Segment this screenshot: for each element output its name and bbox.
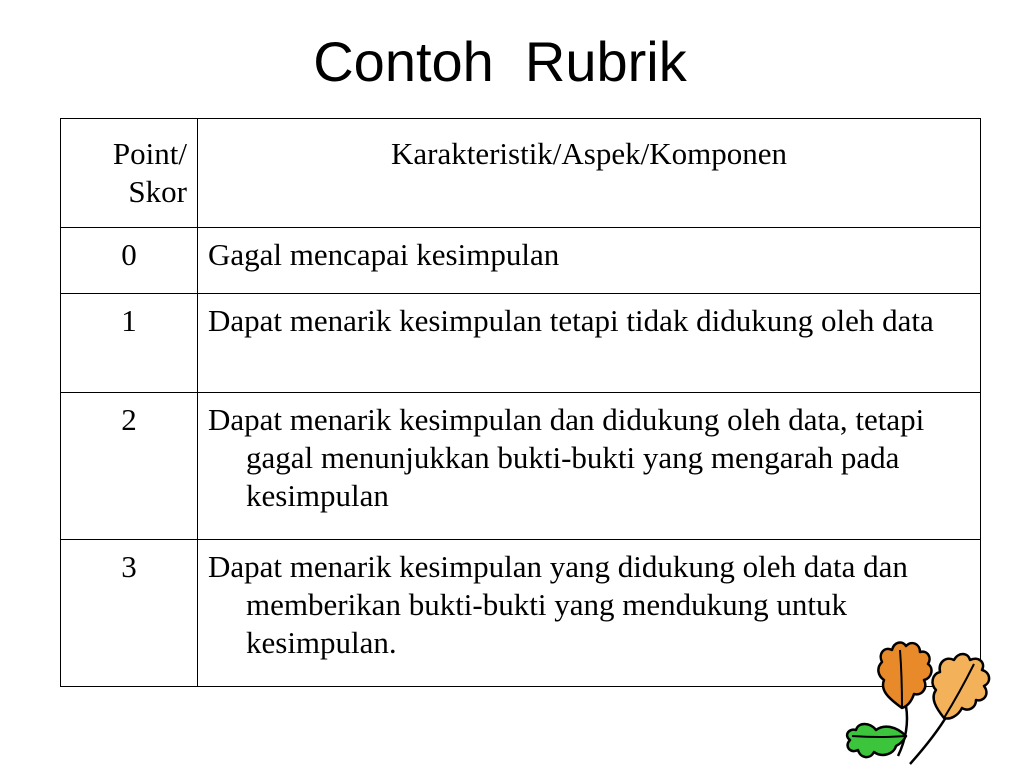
- description-text: Dapat menarik kesimpulan yang didukung oleh data dan memberikan bukti-bukti yang mendukung untuk kesimpulan.: [208, 549, 908, 660]
- header-score-cell: Point/ Skor: [61, 119, 198, 228]
- table-row: [61, 228, 981, 294]
- orange-leaf-right: [933, 654, 990, 719]
- score-cell: 1: [61, 294, 198, 393]
- score-cell: 2: [61, 393, 198, 540]
- table-header-row: [61, 119, 981, 228]
- slide-title: Contoh Rubrik: [313, 30, 687, 93]
- description-cell: [198, 393, 981, 540]
- rubric-table: [60, 118, 981, 687]
- table-row: [61, 294, 981, 393]
- orange-leaf-left: [878, 643, 931, 708]
- table-row: [61, 393, 981, 540]
- leaf-vein: [852, 736, 906, 737]
- description-text: Dapat menarik kesimpulan dan didukung oleh data, tetapi gagal menunjukkan bukti-bukti yang mengarah pada kesimpulan: [208, 402, 925, 513]
- leaf-stem: [910, 714, 948, 764]
- score-cell: 0: [61, 228, 198, 294]
- description-text: Gagal mencapai kesimpulan: [208, 237, 560, 272]
- score-cell: 3: [61, 540, 198, 687]
- green-leaf: [847, 724, 906, 757]
- description-cell: [198, 294, 981, 393]
- description-cell: [198, 228, 981, 294]
- autumn-leaves-icon: [840, 636, 1020, 768]
- description-text: Dapat menarik kesimpulan tetapi tidak didukung oleh data: [208, 303, 934, 338]
- header-description-cell: Karakteristik/Aspek/Komponen: [198, 119, 981, 228]
